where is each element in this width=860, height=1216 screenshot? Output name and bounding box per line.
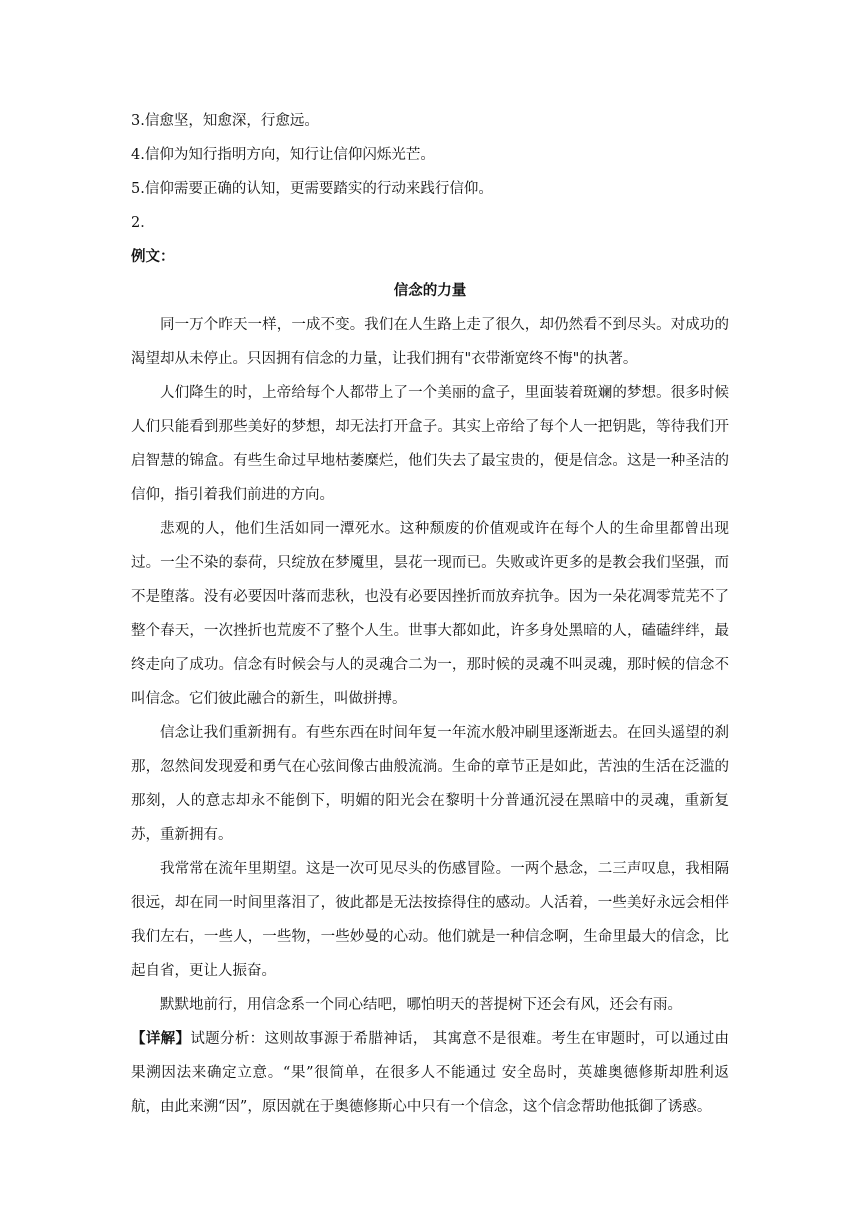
essay-paragraph-4: 信念让我们重新拥有。有些东西在时间年复一年流水般冲刷里逐渐逝去。在回头遥望的刹那，忽然间发现爱和勇气在心弦间像古曲般流淌。生命的章节正是如此，苦浊的生活在泛滥的那刻，人的意志却永不能倒下，明媚的阳光会在黎明十分普通沉浸在黑暗中的灵魂，重新复苏，重新拥有。 bbox=[131, 725, 729, 843]
essay-paragraph-5: 我常常在流年里期望。这是一次可见尽头的伤感冒险。一两个悬念，二三声叹息，我相隔很远，却在同一时间里落泪了，彼此都是无法按捺得住的感动。人活着，一些美好永远会相伴我们左右，一些人，一些物，一些妙曼的心动。他们就是一种信念啊，生命里最大的信念，比起自省，更让人振奋。 bbox=[131, 861, 729, 979]
example-label: 例文： bbox=[131, 248, 175, 265]
essay-paragraph-2: 人们降生的时，上帝给每个人都带上了一个美丽的盒子，里面装着斑斓的梦想。很多时候人们只能看到那些美好的梦想，却无法打开盒子。其实上帝给了每个人一把钥匙，等待我们开启智慧的锦盒。有些生命过早地枯萎糜烂，他们失去了最宝贵的，便是信念。这是一种圣洁的信仰，指引着我们前进的方向。 bbox=[131, 385, 729, 503]
detail-label: 【详解】 bbox=[131, 1030, 191, 1047]
essay-title: 信念的力量 bbox=[393, 282, 467, 299]
point-4: 4.信仰为知行指明方向，知行让信仰闪烁光芒。 bbox=[131, 147, 435, 163]
essay-paragraph-6: 默默地前行，用信念系一个同心结吧，哪怕明天的菩提树下还会有风，还会有雨。 bbox=[160, 997, 682, 1013]
point-3: 3.信愈坚，知愈深，行愈远。 bbox=[131, 113, 319, 129]
document-body bbox=[131, 104, 729, 1124]
detail-analysis bbox=[131, 1022, 729, 1124]
question-number: 2． bbox=[131, 215, 155, 231]
essay-paragraph-1: 同一万个昨天一样，一成不变。我们在人生路上走了很久，却仍然看不到尽头。对成功的渴望却从未停止。只因拥有信念的力量，让我们拥有"衣带渐宽终不悔"的执著。 bbox=[131, 317, 729, 367]
essay-paragraph-3: 悲观的人，他们生活如同一潭死水。这种颓废的价值观或许在每个人的生命里都曾出现过。一尘不染的泰荷，只绽放在梦魇里，昙花一现而已。失败或许更多的是教会我们坚强，而不是堕落。没有必要因叶落而悲秋，也没有必要因挫折而放弃抗争。因为一朵花凋零荒芜不了整个春天，一次挫折也荒废不了整个人生。世事大都如此，许多身处黑暗的人，磕磕绊绊，最终走向了成功。信念有时候会与人的灵魂合二为一，那时候的灵魂不叫灵魂，那时候的信念不叫信念。它们彼此融合的新生，叫做拼搏。 bbox=[131, 521, 729, 707]
point-5: 5.信仰需要正确的认知，更需要踏实的行动来践行信仰。 bbox=[131, 181, 493, 197]
detail-text: 试题分析：这则故事源于希腊神话， 其寓意不是很难。考生在审题时，可以通过由果溯因法来确定立意。“果”很简单，在很多人不能通过 安全岛时，英雄奥德修斯却胜利返航，由此来溯“因”，原因就在于奥德修斯心中只有一个信念，这个信念帮助他抵御了诱惑。 bbox=[131, 1031, 730, 1115]
